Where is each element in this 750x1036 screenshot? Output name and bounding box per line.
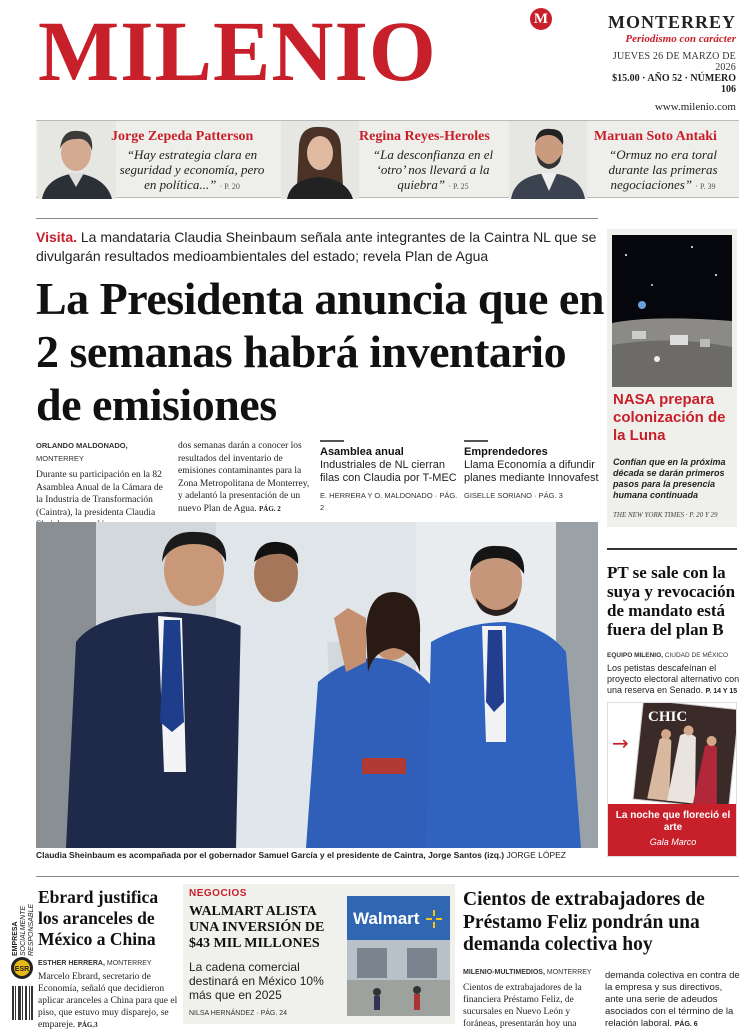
columnist-quote: “Hay estrategia clara en seguridad y economía, pero en política...” · P. 20 — [119, 147, 265, 192]
pt-byline: EQUIPO MILENIO, CIUDAD DE MÉXICO — [607, 652, 728, 659]
nasa-image — [612, 235, 732, 387]
prestamo-headline[interactable]: Cientos de extrabajadores de Préstamo Feliz pondrán una demanda colectiva hoy — [463, 889, 705, 955]
walmart-sign: Walmart — [353, 909, 420, 928]
esr-line3: RESPONSABLE — [28, 903, 35, 956]
chic-caption-band — [608, 804, 737, 856]
esr-line1: EMPRESA — [12, 921, 19, 956]
esr-badge-text: ESR — [14, 966, 30, 973]
columnist-name: Regina Reyes-Heroles — [359, 129, 490, 144]
chic-cover-image — [608, 703, 737, 806]
caption-credit: JORGE LÓPEZ — [506, 850, 566, 860]
negocios-headline: WALMART ALISTA UNA INVERSIÓN DE $43 MIL MILLONES — [189, 904, 325, 951]
ebrard-text: Marcelo Ebrard, secretario de Economía, señaló que decidieron aplicar aranceles a China para que el piso, que estuvo muy disparejo, se empareje. PÁG.3 — [38, 972, 178, 1030]
lead-kicker[interactable] — [36, 228, 598, 266]
ebrard-page-ref[interactable]: PÁG.3 — [77, 1021, 98, 1029]
side-story-byline: GISELLE SORIANO · PÁG. 3 — [464, 490, 563, 500]
lead-page-ref[interactable]: PÁG. 2 — [259, 504, 281, 513]
portrait-reyes-heroles-icon — [281, 121, 359, 199]
nasa-source: THE NEW YORK TIMES · P. 20 Y 29 — [613, 511, 718, 519]
columnists-band — [36, 120, 739, 198]
side-story-head: Asamblea anual — [320, 446, 404, 458]
esr-line2: SOCIALMENTE — [20, 905, 27, 956]
esr-badge-icon — [8, 884, 36, 1024]
negocios-byline: NILSA HERNÁNDEZ · PÁG. 24 — [189, 1010, 288, 1017]
columnist-quote: “La desconfianza en el ‘otro’ nos llevará a la quiebra” · P. 25 — [372, 147, 494, 192]
side-story-text: Llama Economía a difundir planes mediante Innovafest — [464, 458, 599, 484]
nasa-promo[interactable] — [607, 229, 737, 527]
nasa-summary: Confían que en la próxima década se darán primeros pasos para la presencia humana continuada — [613, 457, 726, 500]
portrait-soto-antaki-icon — [509, 121, 587, 199]
columnist-name: Maruan Soto Antaki — [594, 129, 717, 144]
lead-body-col1 — [36, 440, 170, 532]
caption-text: Claudia Sheinbaum es acompañada por el gobernador Samuel García y el presidente de Caintra, Jorge Santos (izq.) — [36, 850, 505, 860]
lead-body-col2 — [178, 440, 312, 515]
pt-headline[interactable]: PT se sale con la suya y revocación de mandato está fuera del plan B — [607, 563, 736, 639]
side-story-head: Emprendedores — [464, 446, 548, 458]
columnist-portrait — [281, 121, 359, 199]
price-issue: $15.00 · AÑO 52 · NÚMERO 106 — [612, 73, 736, 95]
chic-promo[interactable] — [607, 702, 737, 857]
tagline: Periodismo con carácter — [625, 33, 736, 45]
columnist-item[interactable] — [506, 121, 739, 199]
pt-page-ref[interactable]: P. 14 Y 15 — [705, 688, 738, 695]
chic-subtitle: Gala Marco — [649, 837, 697, 847]
columnist-name: Jorge Zepeda Patterson — [111, 129, 254, 144]
kicker-text: La mandataria Claudia Sheinbaum señala ante integrantes de la Caintra NL que se divulgarán resultados medioambientales del estado; revela Plan de Agua — [36, 229, 597, 264]
side-rule — [320, 440, 344, 442]
prestamo-text-col2: demanda colectiva en contra de la empresa y sus directivos, ante una serie de adeudos asociados con el término de la relación laboral. PÁG. 6 — [605, 970, 740, 1029]
bottom-rule — [36, 876, 739, 877]
pt-text: Los petistas descafeínan el proyecto electoral alternativo con una reserva en Senado. P. 14 Y 15 — [607, 663, 740, 695]
lead-body-text-cont: dos semanas darán a conocer los resultados del inventario de emisiones contaminantes para la Zona Metropolitana de Monterrey, y adelantó la presentación de un nuevo Plan de Agua. — [178, 441, 310, 514]
columnist-portrait — [509, 121, 587, 199]
arrow-right-icon: → — [612, 731, 629, 755]
photo-caption — [36, 850, 598, 860]
ebrard-headline[interactable]: Ebrard justifica los aranceles de México a China — [38, 887, 159, 949]
columnist-portrait — [38, 121, 116, 199]
lead-photo-image — [36, 522, 598, 848]
section-rule — [36, 218, 598, 219]
lead-body-text: Durante su participación en la 82 Asamblea Anual de la Cámara de la Industria de Transformación (Caintra), la presidenta Claudia — [36, 470, 163, 518]
issue-date: JUEVES 26 DE MARZO DE 2026 — [612, 51, 736, 73]
esr-seal — [8, 884, 36, 1024]
walmart-store-image — [347, 896, 450, 1016]
negocios-box[interactable] — [183, 884, 455, 1024]
portrait-zepeda-icon — [38, 121, 116, 199]
prestamo-page-ref[interactable]: PÁG. 6 — [674, 1021, 698, 1028]
pt-rule — [607, 548, 737, 550]
side-story-text: Industriales de NL cierran filas con Claudia por T-MEC — [320, 458, 457, 484]
side-story-assembly[interactable] — [320, 440, 458, 515]
logo-badge-icon: M — [530, 8, 552, 30]
negocios-summary: La cadena comercial destinará en México 10% más que en 2025 — [189, 960, 324, 1002]
columnist-quote: “Ormuz no era toral durante las primeras negociaciones” · P. 39 — [608, 147, 718, 192]
edition-city: MONTERREY — [607, 12, 736, 32]
chic-title: La noche que floreció el arte — [615, 810, 731, 833]
lead-byline: ORLANDO MALDONADO, MONTERREY — [36, 441, 128, 463]
side-story-byline: E. HERRERA Y O. MALDONADO · PÁG. 2 — [320, 490, 458, 512]
kicker-label: Visita. — [36, 229, 77, 245]
chic-logo: CHIC — [648, 709, 688, 725]
walmart-store-icon — [347, 896, 450, 1016]
moon-base-icon — [612, 235, 732, 387]
columnist-item[interactable] — [281, 121, 506, 199]
prestamo-text-col1: Cientos de extrabajadores de la financiera Préstamo Feliz, de sucursales en Nuevo León y foráneas, presentarán hoy una — [463, 983, 582, 1029]
negocios-label: NEGOCIOS — [189, 888, 247, 899]
side-rule — [464, 440, 488, 442]
lead-photo[interactable] — [36, 522, 598, 848]
lead-headline[interactable]: La Presidenta anuncia que en 2 semanas habrá inventario de emisiones — [36, 273, 604, 430]
columnist-item[interactable] — [36, 121, 270, 199]
ebrard-byline: ESTHER HERRERA, MONTERREY — [38, 960, 152, 967]
edition-info — [596, 12, 736, 113]
prestamo-byline: MILENIO-MULTIMEDIOS, MONTERREY — [463, 969, 592, 976]
website-link[interactable]: www.milenio.com — [654, 101, 736, 113]
masthead-logo[interactable]: MILENIO — [38, 3, 437, 99]
side-story-entrepreneurs[interactable] — [464, 440, 602, 502]
nasa-title: NASA prepara colonización de la Luna — [613, 391, 726, 444]
